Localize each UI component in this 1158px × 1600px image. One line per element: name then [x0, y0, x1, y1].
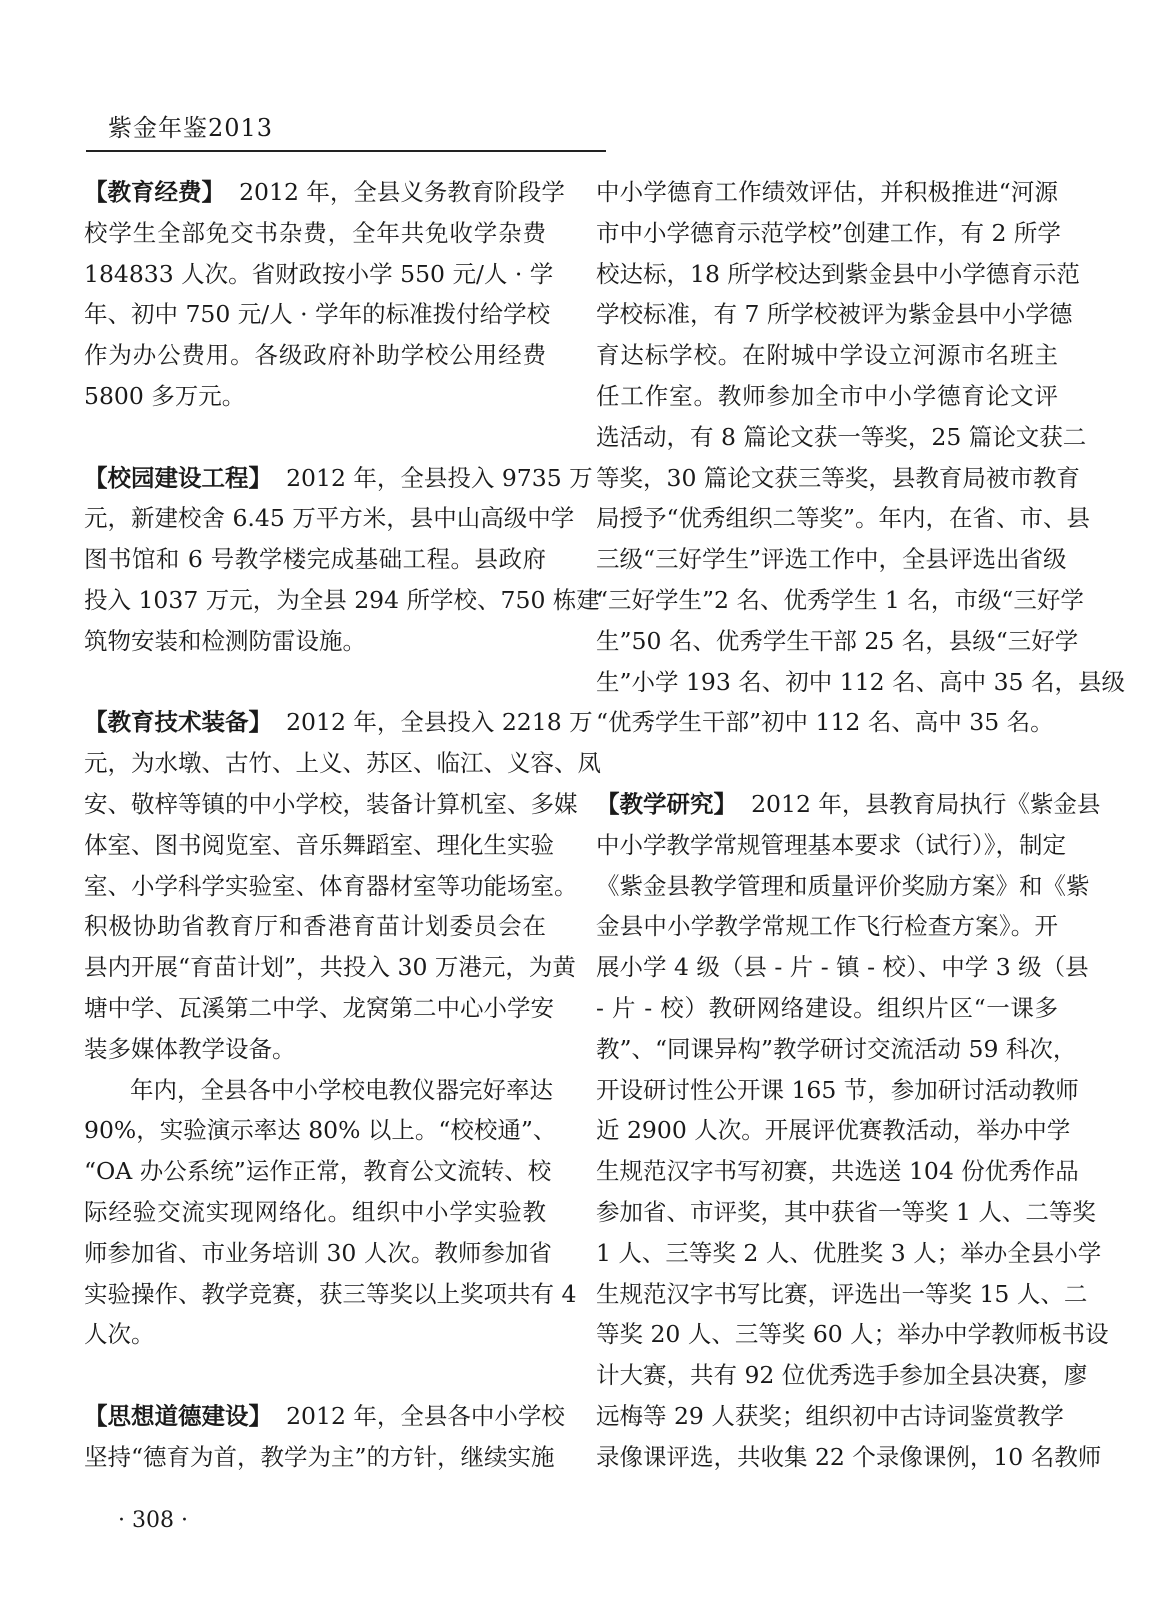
text-line: [84, 213, 546, 254]
text-line: [596, 580, 1084, 621]
text-line: [596, 1396, 1064, 1437]
line-text: 5800 多万元。: [84, 381, 246, 410]
text-line: [84, 1437, 555, 1478]
line-text: 教”、“同课异构”教学研讨交流活动 59 科次，: [596, 1034, 1077, 1063]
line-text: 等奖，30 篇论文获三等奖，县教育局被市教育: [596, 463, 1080, 492]
line-text: 年、初中 750 元/人 · 学年的标准拨付给学校: [84, 300, 551, 329]
line-text: 塘中学、瓦溪第二中学、龙窝第二中心小学安: [84, 993, 554, 1022]
text-line: [596, 662, 1125, 703]
text-line: [596, 1314, 1109, 1355]
text-line: [596, 539, 1067, 580]
line-text: 2012 年，全县义务教育阶段学: [239, 178, 565, 206]
text-line: [84, 335, 546, 376]
line-text: “三好学生”2 名、优秀学生 1 名，市级“三好学: [596, 585, 1084, 614]
line-text: 184833 人次。省财政按小学 550 元/人 · 学: [84, 259, 554, 288]
text-line: [84, 825, 554, 866]
line-text: 筑物安装和检测防雷设施。: [84, 626, 366, 655]
text-line: [596, 294, 1073, 335]
text-line: [596, 1355, 1088, 1396]
text-line: [84, 988, 554, 1029]
text-line: [84, 254, 554, 295]
text-line: [596, 498, 1091, 539]
text-line: [84, 1314, 546, 1355]
text-line: [84, 1029, 546, 1070]
section-heading: 【教育经费】: [84, 178, 225, 206]
line-text: 际经验交流实现网络化。组织中小学实验教: [84, 1197, 546, 1226]
text-line: [596, 1233, 1102, 1274]
line-text: 2012 年，县教育局执行《紫金县: [751, 789, 1101, 818]
line-text: 90%，实验演示率达 80% 以上。“校校通”、: [84, 1116, 557, 1145]
text-line: [84, 172, 565, 213]
line-text: 局授予“优秀组织二等奖”。年内，在省、市、县: [596, 504, 1091, 533]
line-text: 任工作室。教师参加全市中小学德育论文评: [596, 381, 1058, 410]
line-text: 近 2900 人次。开展评优赛教活动，举办中学: [596, 1116, 1071, 1145]
line-text: 坚持“德育为首，教学为主”的方针，继续实施: [84, 1442, 555, 1471]
text-line: [596, 1437, 1102, 1478]
line-text: 三级“三好学生”评选工作中，全县评选出省级: [596, 545, 1067, 574]
paragraph-gap: [84, 417, 546, 458]
text-line: [596, 172, 1058, 213]
line-text: 中小学教学常规管理基本要求（试行）》，制定: [596, 830, 1066, 859]
line-text: 录像课评选，共收集 22 个录像课例，10 名教师: [596, 1442, 1102, 1471]
line-text: 生规范汉字书写初赛，共选送 104 份优秀作品: [596, 1157, 1079, 1186]
text-line: [596, 1029, 1077, 1070]
paragraph-gap: [84, 1355, 546, 1396]
line-text: 远梅等 29 人获奖；组织初中古诗词鉴赏教学: [596, 1401, 1064, 1430]
right-column: [596, 172, 1125, 1478]
text-line: [84, 1110, 557, 1151]
header-title: 紫金年鉴2013: [108, 114, 274, 142]
text-line: [596, 621, 1079, 662]
paragraph-gap: [596, 743, 1058, 784]
header-rule: [86, 150, 606, 152]
text-line: [84, 947, 576, 988]
text-line: [596, 906, 1058, 947]
line-text: 2012 年，全县投入 9735 万: [286, 463, 593, 492]
line-text: “优秀学生干部”初中 112 名、高中 35 名。: [596, 708, 1054, 737]
line-text: 实验操作、教学竞赛，获三等奖以上奖项共有 4: [84, 1279, 577, 1308]
line-text: 开设研讨性公开课 165 节，参加研讨活动教师: [596, 1075, 1079, 1104]
line-text: 2012 年，全县投入 2218 万: [286, 708, 593, 737]
text-line: [84, 621, 546, 662]
line-text: 体室、图书阅览室、音乐舞蹈室、理化生实验: [84, 830, 554, 859]
text-line: [84, 539, 546, 580]
text-line: [596, 335, 1058, 376]
text-line: [596, 1274, 1088, 1315]
text-line: [596, 376, 1058, 417]
line-text: 生”小学 193 名、初中 112 名、高中 35 名，县级: [596, 667, 1125, 696]
text-line: [596, 947, 1089, 988]
text-line: [84, 743, 601, 784]
line-text: 生规范汉字书写比赛，评选出一等奖 15 人、二: [596, 1279, 1088, 1308]
line-text: 县内开展“育苗计划”，共投入 30 万港元，为黄: [84, 953, 576, 982]
line-text: 中小学德育工作绩效评估，并积极推进“河源: [596, 178, 1058, 206]
text-line: [596, 254, 1080, 295]
text-line: [596, 784, 1101, 825]
text-line: [84, 866, 578, 907]
line-text: 校学生全部免交书杂费，全年共免收学杂费: [84, 218, 546, 247]
line-text: 学校标准，有 7 所学校被评为紫金县中小学德: [596, 300, 1073, 329]
text-line: [596, 825, 1066, 866]
section-heading: 【校园建设工程】: [84, 463, 272, 492]
section-heading: 【思想道德建设】: [84, 1401, 272, 1430]
line-text: 选活动，有 8 篇论文获一等奖，25 篇论文获二: [596, 422, 1087, 451]
line-text: 元，新建校舍 6.45 万平方米，县中山高级中学: [84, 504, 575, 533]
line-text: “OA 办公系统”运作正常，教育公文流转、校: [84, 1157, 552, 1186]
text-line: [596, 458, 1080, 499]
line-text: 元，为水墩、古竹、上义、苏区、临江、义容、凤: [84, 749, 601, 778]
text-line: [596, 988, 1058, 1029]
line-text: 育达标学校。在附城中学设立河源市名班主: [596, 341, 1058, 370]
line-text: 《紫金县教学管理和质量评价奖励方案》和《紫: [596, 871, 1090, 900]
section-heading: 【教学研究】: [596, 789, 737, 818]
line-text: 装多媒体教学设备。: [84, 1034, 296, 1063]
line-text: 图书馆和 6 号教学楼完成基础工程。县政府: [84, 545, 546, 574]
line-text: 2012 年，全县各中小学校: [286, 1401, 565, 1430]
paragraph-gap: [84, 662, 546, 703]
text-line: [596, 1192, 1096, 1233]
line-text: 年内，全县各中小学校电教仪器完好率达: [130, 1075, 553, 1104]
text-line: [84, 1396, 565, 1437]
text-line: [84, 1070, 553, 1111]
text-line: [84, 702, 593, 743]
line-text: 生”50 名、优秀学生干部 25 名，县级“三好学: [596, 626, 1079, 655]
text-line: [596, 702, 1058, 743]
line-text: 计大赛，共有 92 位优秀选手参加全县决赛，廖: [596, 1361, 1088, 1390]
page-number: · 308 ·: [118, 1508, 188, 1533]
line-text: 展小学 4 级（县 - 片 - 镇 - 校）、中学 3 级（县: [596, 953, 1089, 982]
left-column: [84, 172, 601, 1478]
text-line: [84, 376, 546, 417]
text-line: [84, 906, 546, 947]
text-line: [84, 458, 593, 499]
text-line: [84, 1233, 552, 1274]
text-line: [84, 784, 578, 825]
text-line: [596, 866, 1090, 907]
line-text: 金县中小学教学常规工作飞行检查方案》。开: [596, 912, 1058, 941]
line-text: 校达标，18 所学校达到紫金县中小学德育示范: [596, 259, 1080, 288]
line-text: 积极协助省教育厅和香港育苗计划委员会在: [84, 912, 546, 941]
text-line: [84, 294, 551, 335]
line-text: 人次。: [84, 1320, 155, 1349]
text-line: [84, 1192, 546, 1233]
line-text: 安、敬梓等镇的中小学校，装备计算机室、多媒: [84, 789, 578, 818]
text-line: [596, 417, 1087, 458]
text-line: [596, 1070, 1079, 1111]
text-line: [84, 580, 600, 621]
text-line: [596, 1110, 1071, 1151]
line-text: 等奖 20 人、三等奖 60 人；举办中学教师板书设: [596, 1320, 1109, 1349]
line-text: 作为办公费用。各级政府补助学校公用经费: [84, 341, 546, 370]
section-heading: 【教育技术装备】: [84, 708, 272, 737]
line-text: 师参加省、市业务培训 30 人次。教师参加省: [84, 1238, 552, 1267]
line-text: 市中小学德育示范学校”创建工作，有 2 所学: [596, 218, 1061, 247]
line-text: - 片 - 校）教研网络建设。组织片区“一课多: [596, 993, 1058, 1022]
line-text: 投入 1037 万元，为全县 294 所学校、750 栋建: [84, 585, 600, 614]
text-line: [84, 498, 575, 539]
text-line: [84, 1151, 552, 1192]
line-text: 1 人、三等奖 2 人、优胜奖 3 人；举办全县小学: [596, 1238, 1102, 1267]
line-text: 参加省、市评奖，其中获省一等奖 1 人、二等奖: [596, 1197, 1096, 1226]
text-line: [596, 213, 1061, 254]
text-line: [596, 1151, 1079, 1192]
line-text: 室、小学科学实验室、体育器材室等功能场室。: [84, 871, 578, 900]
text-line: [84, 1274, 577, 1315]
